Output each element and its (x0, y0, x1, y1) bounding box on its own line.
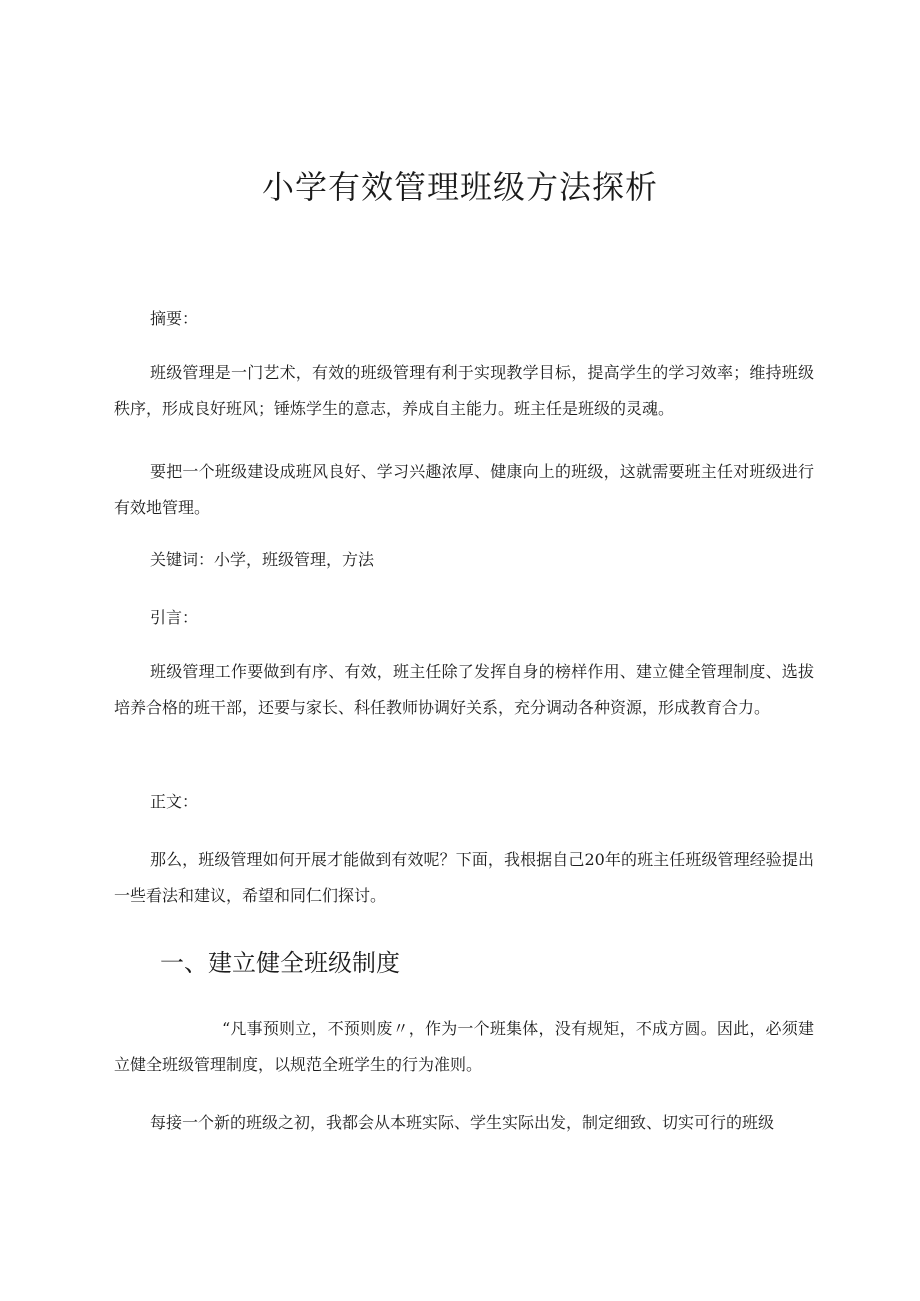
abstract-paragraph-2: 要把一个班级建设成班风良好、学习兴趣浓厚、健康向上的班级，这就需要班主任对班级进行有效地管理。 (114, 462, 814, 517)
body-label: 正文： (150, 792, 199, 811)
section-1-heading: 一、建立健全班级制度 (160, 949, 400, 977)
abstract-label: 摘要： (150, 309, 199, 328)
intro-label: 引言： (150, 608, 199, 627)
page-title: 小学有效管理班级方法探析 (261, 168, 658, 206)
section-1-paragraph-1: “凡事预则立，不预则废〃，作为一个班集体，没有规矩，不成方圆。因此，必须建立健全班级管理制度，以规范全班学生的行为准则。 (114, 1019, 814, 1074)
intro-paragraph-1: 班级管理工作要做到有序、有效，班主任除了发挥自身的榜样作用、建立健全管理制度、选拔培养合格的班干部，还要与家长、科任教师协调好关系，充分调动各种资源，形成教育合力。 (114, 662, 814, 717)
section-1-paragraph-2: 每接一个新的班级之初，我都会从本班实际、学生实际出发，制定细致、切实可行的班级 (150, 1113, 775, 1132)
body-paragraph-1: 那么，班级管理如何开展才能做到有效呢？下面，我根据自己20年的班主任班级管理经验提出一些看法和建议，希望和同仁们探讨。 (114, 850, 814, 905)
keywords-line: 关键词：小学，班级管理，方法 (150, 550, 375, 569)
abstract-paragraph-1: 班级管理是一门艺术，有效的班级管理有利于实现教学目标，提高学生的学习效率；维持班级秩序，形成良好班风；锤炼学生的意志，养成自主能力。班主任是班级的灵魂。 (114, 363, 814, 418)
